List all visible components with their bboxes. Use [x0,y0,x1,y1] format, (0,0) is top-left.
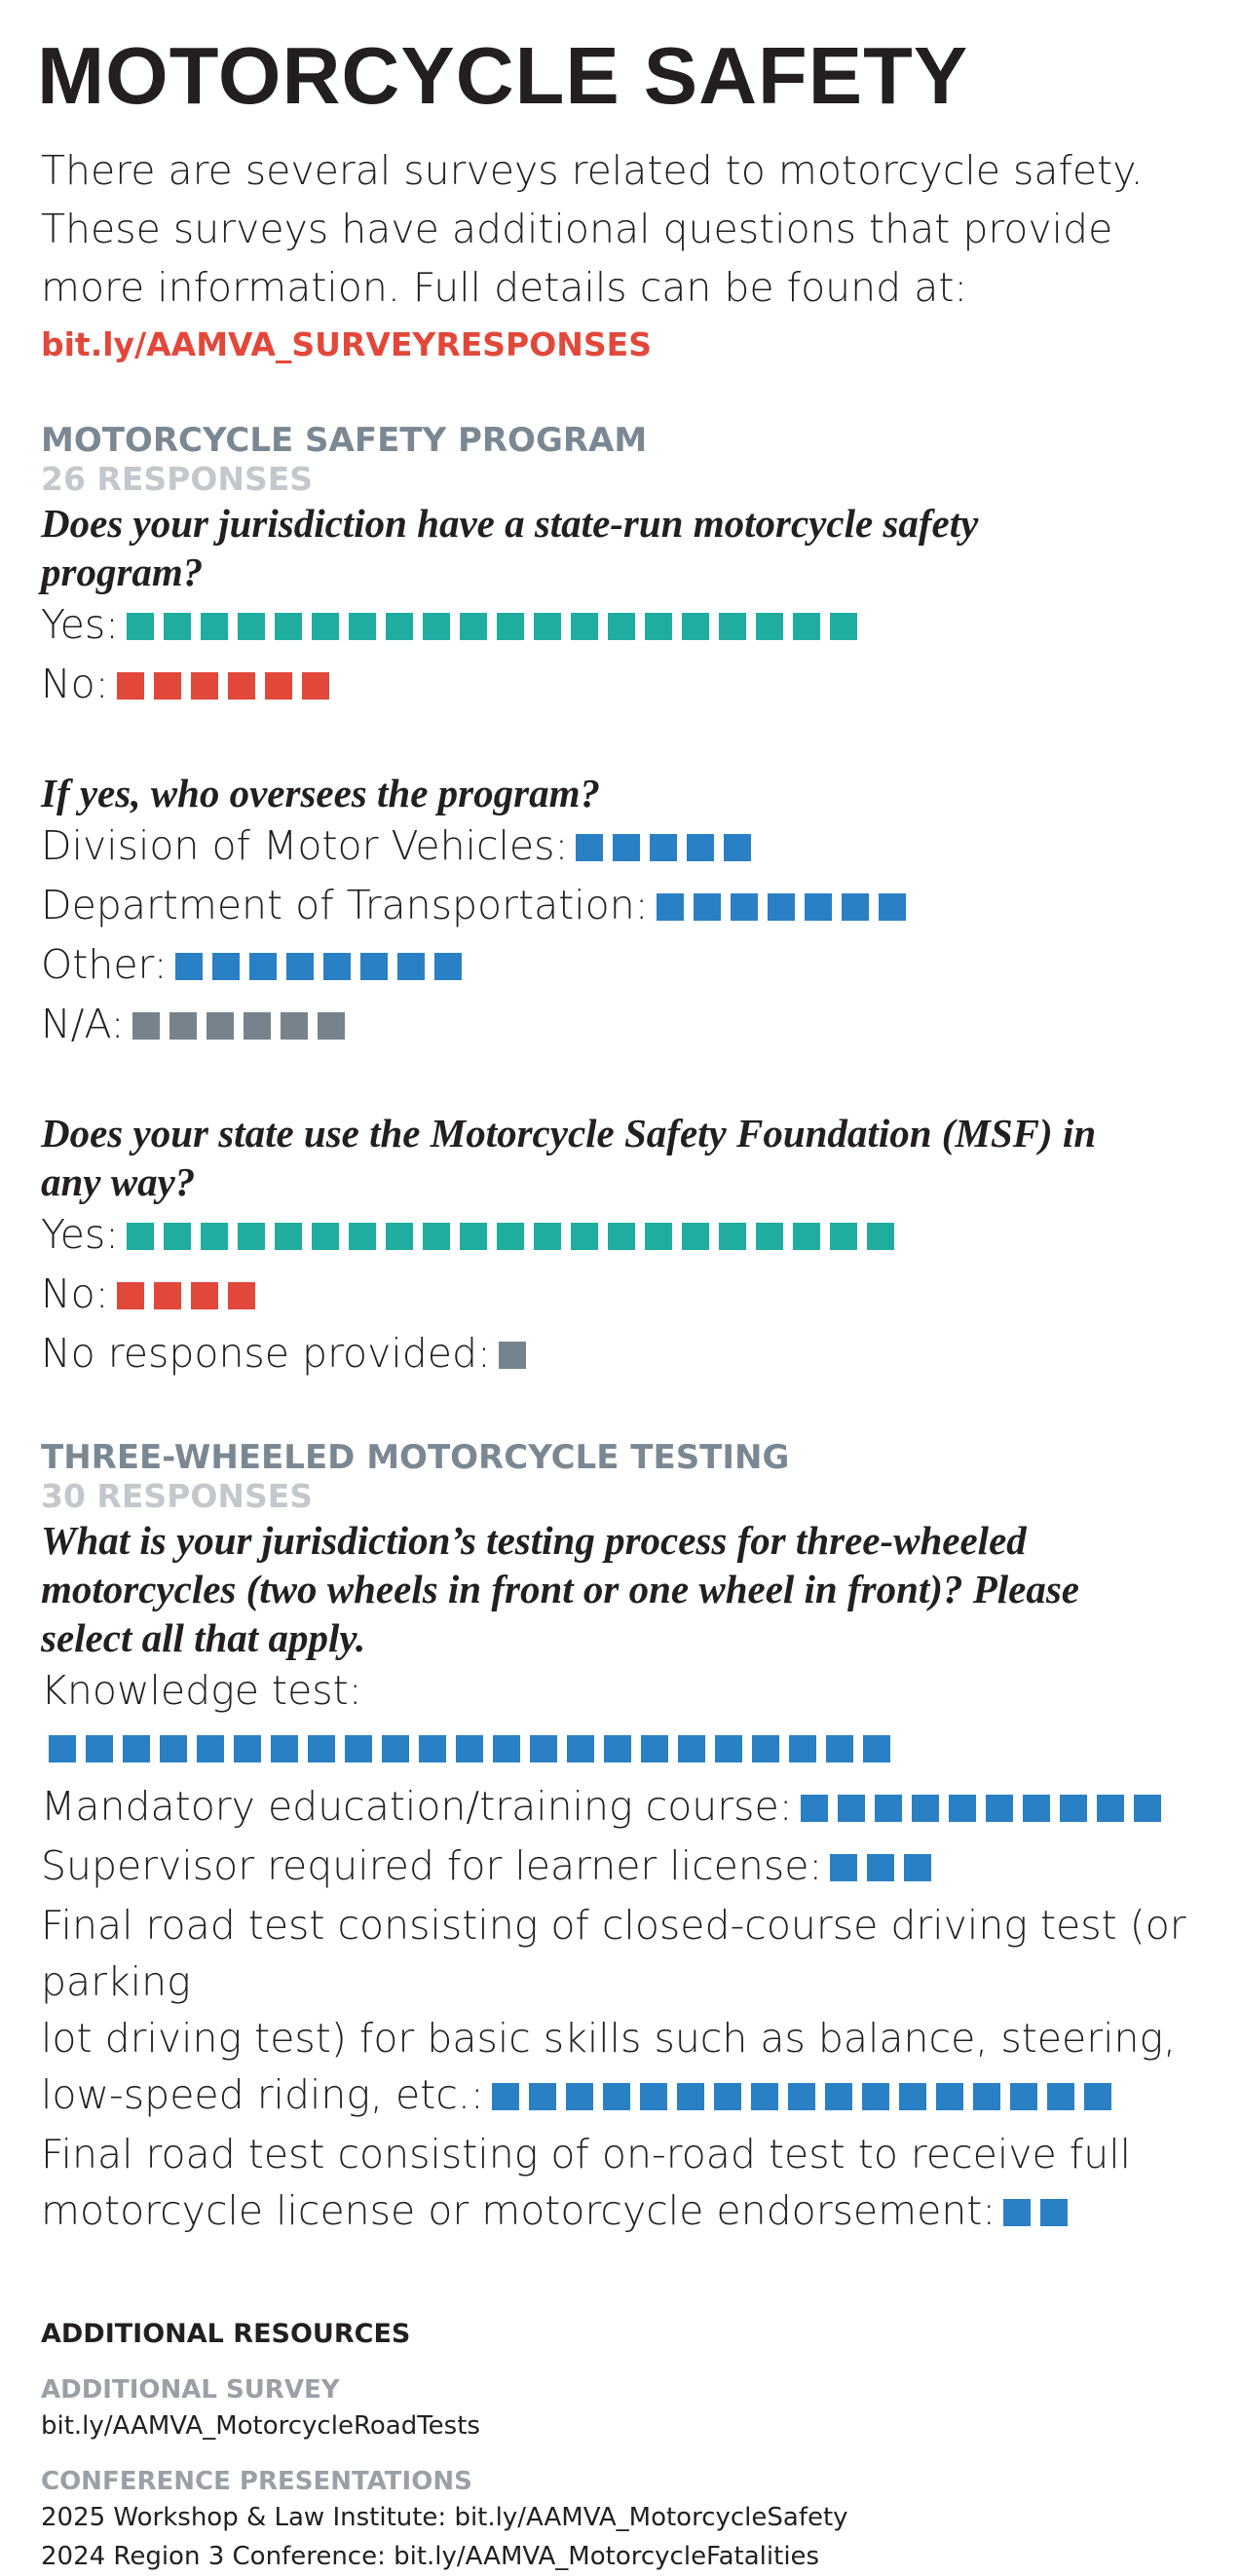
response-block [842,893,869,921]
response-block [830,1223,857,1250]
response-block [175,953,203,980]
response-block [302,672,329,700]
response-block [650,834,677,861]
response-block [117,672,144,700]
response-block [752,1735,779,1762]
response-block [724,834,751,861]
response-block [793,613,820,640]
resources-heading: ADDITIONAL RESOURCES [41,2319,411,2350]
value-blocks [117,655,339,711]
response-block [949,1795,976,1822]
chart-row [41,817,1210,877]
response-block [719,1223,746,1250]
response-block [793,1223,820,1250]
conference-link[interactable]: 2025 Workshop & Law Institute: bit.ly/AAMVA_MotorcycleSafety [41,2503,848,2533]
response-block [160,1735,187,1762]
chart-row [41,1325,1210,1384]
intro-line: more information. Full details can be found at: [41,264,968,312]
response-block [641,1735,668,1762]
category-label: Yes: [41,1211,119,1259]
response-block [682,1223,709,1250]
value-blocks [127,1205,904,1262]
section-response-count: 26 RESPONSES [41,460,314,499]
response-block [1047,2083,1074,2110]
section-heading: MOTORCYCLE SAFETY PROGRAM [41,421,648,461]
response-block [904,1854,931,1881]
response-block [154,672,181,700]
response-block [318,1012,345,1040]
conference-link[interactable]: 2024 Region 3 Conference: bit.ly/AAMVA_MotorcycleFatalities [41,2542,820,2572]
response-block [127,1223,154,1250]
question-title: What is your jurisdiction’s testing process for three-wheeled motorcycles (two wheels in front or one wheel in front)? Please select all that apply. [41,1518,1079,1661]
category-label: Final road test consisting of closed-course driving test (or parking lot driving test) for basic skills such as balance, steering, low-speed riding, etc.: [41,1902,1186,2119]
response-block [534,1223,561,1250]
response-block [117,1282,144,1309]
chart-row [41,877,1210,936]
response-block [756,613,783,640]
response-block [271,1735,298,1762]
response-block [249,953,277,980]
response-block [973,2083,1000,2110]
response-block [423,613,450,640]
response-block [608,1223,635,1250]
response-block [382,1735,409,1762]
chart-row [41,996,1210,1055]
response-block [879,893,906,921]
chart-row [41,936,1210,996]
response-block [530,1735,557,1762]
response-block [604,1735,631,1762]
response-block [899,2083,926,2110]
response-block [323,953,351,980]
response-block [493,1735,520,1762]
response-block [460,613,487,640]
response-block [360,953,388,980]
response-block [867,1223,894,1250]
category-label: Division of Motor Vehicles: [41,822,569,870]
category-label: Department of Transportation: [41,882,649,929]
response-block [244,1012,271,1040]
response-block [715,1735,742,1762]
response-block [386,613,413,640]
value-blocks [801,1777,1171,1834]
response-block [789,1735,816,1762]
question-title: Does your state use the Motorcycle Safety Foundation (MSF) in any way? [41,1111,1097,1205]
response-block [308,1735,335,1762]
category-label: No: [41,661,109,708]
chart-row [41,1266,1210,1325]
response-block [1097,1795,1124,1822]
chart-row [41,1662,1210,1778]
response-block [571,1223,598,1250]
conference-presentations-label: CONFERENCE PRESENTATIONS [41,2467,472,2497]
additional-survey-label: ADDITIONAL SURVEY [41,2375,340,2406]
response-block [936,2083,963,2110]
intro-line: There are several surveys related to motorcycle safety. [41,147,1144,195]
response-block [805,893,832,921]
oversight-chart [41,817,1210,1055]
response-block [434,953,462,980]
section-heading: THREE-WHEELED MOTORCYCLE TESTING [41,1438,790,1478]
safety-program-chart [41,596,1210,715]
chart-row [41,1897,1210,2126]
response-block [867,1854,894,1881]
response-block [499,1342,526,1369]
response-block [492,2083,519,2110]
response-block [826,1735,853,1762]
value-blocks [830,1837,941,1893]
response-block [678,1735,705,1762]
response-block [456,1735,483,1762]
response-block [238,613,265,640]
chart-row [41,2126,1210,2242]
response-block [286,953,314,980]
category-label: Other: [41,941,168,989]
response-block [603,2083,630,2110]
value-blocks [49,1718,900,1774]
response-block [1134,1795,1161,1822]
response-block [862,2083,889,2110]
question-title: Does your jurisdiction have a state-run motorcycle safety program? [41,501,979,595]
section-response-count: 30 RESPONSES [41,1477,314,1516]
chart-row [41,596,1210,656]
response-block [1010,2083,1037,2110]
response-block [825,2083,852,2110]
msf-usage-chart [41,1206,1210,1384]
response-block [228,672,255,700]
response-block [1003,2199,1031,2226]
response-block [191,1282,218,1309]
response-block [164,613,191,640]
response-block [164,1223,191,1250]
response-block [212,953,240,980]
intro [41,141,1210,367]
response-block [497,613,524,640]
response-block [830,613,857,640]
response-block [912,1795,939,1822]
chart-row [41,1778,1210,1837]
response-block [497,1223,524,1250]
response-block [127,613,154,640]
response-block [349,1223,376,1250]
response-block [123,1735,150,1762]
question-title: If yes, who oversees the program? [41,771,600,816]
response-block [312,613,339,640]
response-block [349,613,376,640]
response-block [830,1854,857,1881]
category-label: N/A: [41,1001,125,1048]
value-blocks [576,816,761,873]
value-blocks [132,995,355,1051]
response-block [682,613,709,640]
response-block [191,672,218,700]
response-block [238,1223,265,1250]
response-block [197,1735,224,1762]
category-label: Supervisor required for learner license: [41,1842,823,1890]
value-blocks [117,1265,265,1321]
category-label: No response provided: [41,1330,491,1378]
response-block [228,1282,255,1309]
value-blocks [175,935,471,992]
infographic [37,29,1210,2576]
response-block [529,2083,556,2110]
response-block [567,1735,594,1762]
response-block [1040,2199,1068,2226]
response-block [645,613,672,640]
response-block [386,1223,413,1250]
response-block [1084,2083,1111,2110]
value-blocks [499,1324,536,1381]
response-block [423,1223,450,1250]
response-block [201,613,228,640]
response-block [397,953,425,980]
response-block [838,1795,865,1822]
category-label: Final road test consisting of on-road test to receive full motorcycle license or motorcycle endorsement: [41,2131,1131,2235]
response-block [201,1223,228,1250]
response-block [571,613,598,640]
response-block [608,613,635,640]
response-block [756,1223,783,1250]
response-block [576,834,603,861]
category-label: No: [41,1270,109,1318]
category-label: Mandatory education/training course: [41,1783,793,1831]
response-block [801,1795,828,1822]
response-block [275,613,302,640]
response-block [875,1795,902,1822]
value-blocks [127,595,867,652]
response-block [645,1223,672,1250]
survey-responses-link[interactable]: bit.ly/AAMVA_SURVEYRESPONSES [41,325,652,364]
response-block [714,2083,741,2110]
page-title: MOTORCYCLE SAFETY [37,30,969,121]
value-blocks [1003,2181,1077,2238]
response-block [694,893,721,921]
chart-row [41,1837,1210,1897]
chart-row [41,1206,1210,1266]
response-block [640,2083,667,2110]
response-block [677,2083,704,2110]
response-block [49,1735,76,1762]
response-block [312,1223,339,1250]
response-block [275,1223,302,1250]
response-block [86,1735,113,1762]
response-block [863,1735,890,1762]
response-block [613,834,640,861]
response-block [1060,1795,1087,1822]
response-block [751,2083,778,2110]
response-block [265,672,292,700]
response-block [719,613,746,640]
response-block [419,1735,446,1762]
additional-survey-link[interactable]: bit.ly/AAMVA_MotorcycleRoadTests [41,2411,480,2442]
chart-row [41,656,1210,715]
response-block [281,1012,308,1040]
response-block [169,1012,197,1040]
value-blocks [657,876,916,932]
response-block [731,893,758,921]
response-block [768,893,795,921]
response-block [234,1735,261,1762]
category-label: Yes: [41,601,119,649]
three-wheel-testing-chart [41,1662,1210,2242]
response-block [687,834,714,861]
response-block [1023,1795,1050,1822]
response-block [788,2083,815,2110]
response-block [566,2083,593,2110]
value-blocks [492,2065,1121,2122]
response-block [657,893,684,921]
intro-line: These surveys have additional questions that provide [41,206,1113,253]
response-block [345,1735,372,1762]
response-block [986,1795,1013,1822]
response-block [534,613,561,640]
response-block [460,1223,487,1250]
response-block [207,1012,234,1040]
response-block [132,1012,160,1040]
response-block [154,1282,181,1309]
category-label: Knowledge test: [41,1667,362,1715]
